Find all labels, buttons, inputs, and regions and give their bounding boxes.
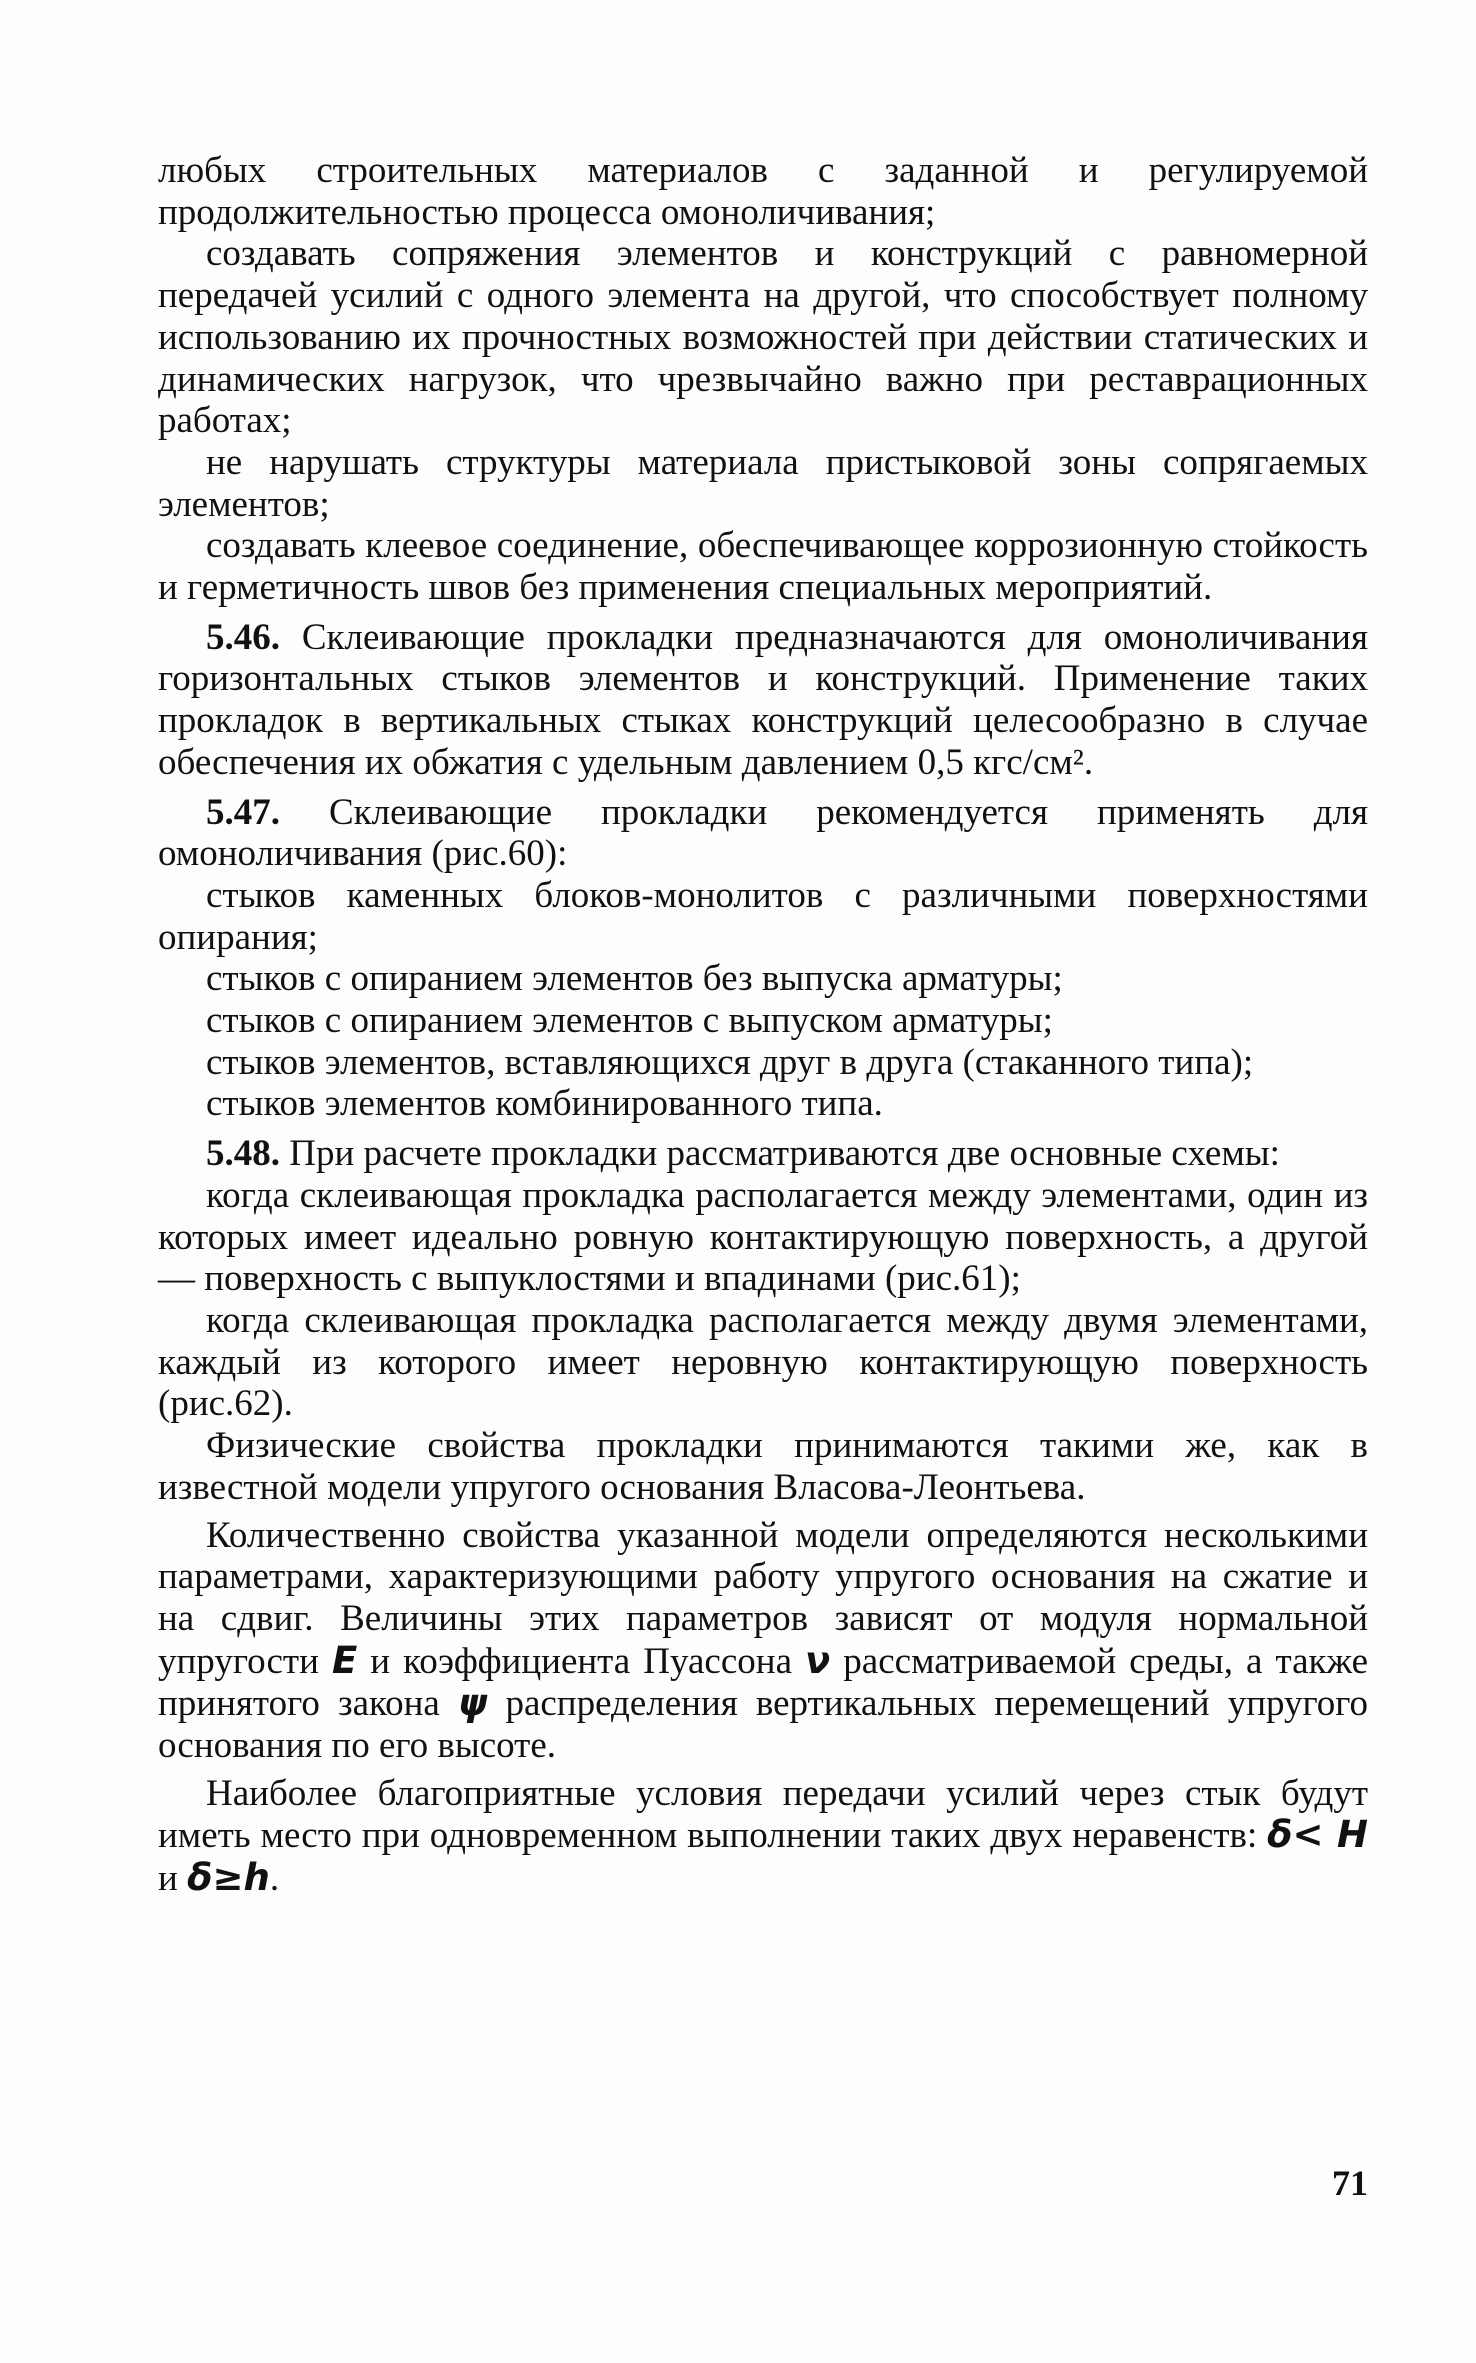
list-item-1: стыков каменных блоков-монолитов с различными поверхностями опирания; — [158, 874, 1368, 958]
list-item-4: стыков элементов, вставляющихся друг в друга (стаканного типа); — [206, 1041, 1254, 1083]
paragraph-text: Склеивающие прокладки рекомендуется применять для омоноличивания (рис.60): — [158, 791, 1369, 875]
paragraph-1: любых строительных материалов с заданной и регулируемой продолжительностью процесса омоноличивания; — [158, 150, 1368, 233]
paragraph-text: Склеивающие прокладки предназначаются для омоноличивания горизонтальных стыков элементов и конструкций. Применение таких прокладок в вертикальных стыках конструкций целесообразно в случае обеспечения их обжатия с удельным давлением 0,5 кгс/см². — [158, 616, 1368, 783]
paragraph-5-48 — [158, 1133, 1368, 1175]
list-item-2: стыков с опиранием элементов без выпуска арматуры; — [206, 958, 1063, 1000]
paragraph-5-47 — [158, 792, 1368, 875]
text-run: рассматриваемой среды, а также принятого закона — [158, 1640, 1369, 1725]
list-item-5: стыков элементов комбинированного типа. — [206, 1083, 883, 1125]
list-item-3: стыков с опиранием элементов с выпуском арматуры; — [206, 1000, 1053, 1042]
paragraph-physical-properties: Физические свойства прокладки принимаются такими же, как в известной модели упругого основания Власова-Леонтьева. — [158, 1425, 1368, 1508]
modulus-symbol: E — [331, 1638, 358, 1682]
section-number: 5.48. — [206, 1133, 280, 1175]
page-number: 71 — [1332, 2163, 1368, 2203]
text-run: . — [269, 1858, 280, 1900]
paragraph-conditions — [158, 1773, 1368, 1900]
paragraph-4: создавать клеевое соединение, обеспечивающее коррозионную стойкость и герметичность швов без применения специальных мероприятий. — [158, 525, 1368, 609]
section-number: 5.46. — [206, 616, 280, 658]
paragraph-parameters — [158, 1515, 1368, 1767]
inequality-1: δ< H — [1267, 1813, 1368, 1857]
text-run: распределения вертикальных перемещений упругого основания по его высоте. — [158, 1683, 1369, 1767]
paragraph-3: не нарушать структуры материала пристыковой зоны сопрягаемых элементов; — [158, 441, 1368, 525]
section-number: 5.47. — [206, 791, 280, 833]
text-run: и коэффициента Пуассона — [370, 1640, 792, 1682]
paragraph-text: При расчете прокладки рассматриваются две основные схемы: — [289, 1133, 1280, 1175]
psi-symbol: ψ — [457, 1681, 488, 1725]
paragraph-2: создавать сопряжения элементов и конструкций с равномерной передачей усилий с одного элемента на другой, что способствует полному использованию их прочностных возможностей при действии статических и динамических нагрузок, что чрезвычайно важно при реставрационных работах; — [158, 233, 1368, 442]
inequality-2: δ≥h — [187, 1856, 270, 1900]
paragraph-5-46 — [158, 617, 1368, 784]
poisson-symbol: ν — [805, 1638, 831, 1682]
body-text — [158, 150, 1368, 1900]
text-run: Наиболее благоприятные условия передачи усилий через стык будут иметь место при одновременном выполнении таких двух неравенств: — [158, 1772, 1368, 1857]
scheme-2: когда склеивающая прокладка располагается между двумя элементами, каждый из которого имеет неровную контактирующую поверхность (рис.62). — [158, 1299, 1368, 1425]
text-run: и — [158, 1858, 178, 1900]
text-run: Количественно свойства указанной модели определяются несколькими параметрами, характеризующими работу упругого основания на сжатие и на сдвиг. Величины этих параметров зависят от модуля нормальной упругости — [158, 1514, 1368, 1682]
scheme-1: когда склеивающая прокладка располагается между элементами, один из которых имеет идеально ровную контактирующую поверхность, а другой — поверхность с выпуклостями и впадинами (рис.61); — [158, 1174, 1368, 1300]
